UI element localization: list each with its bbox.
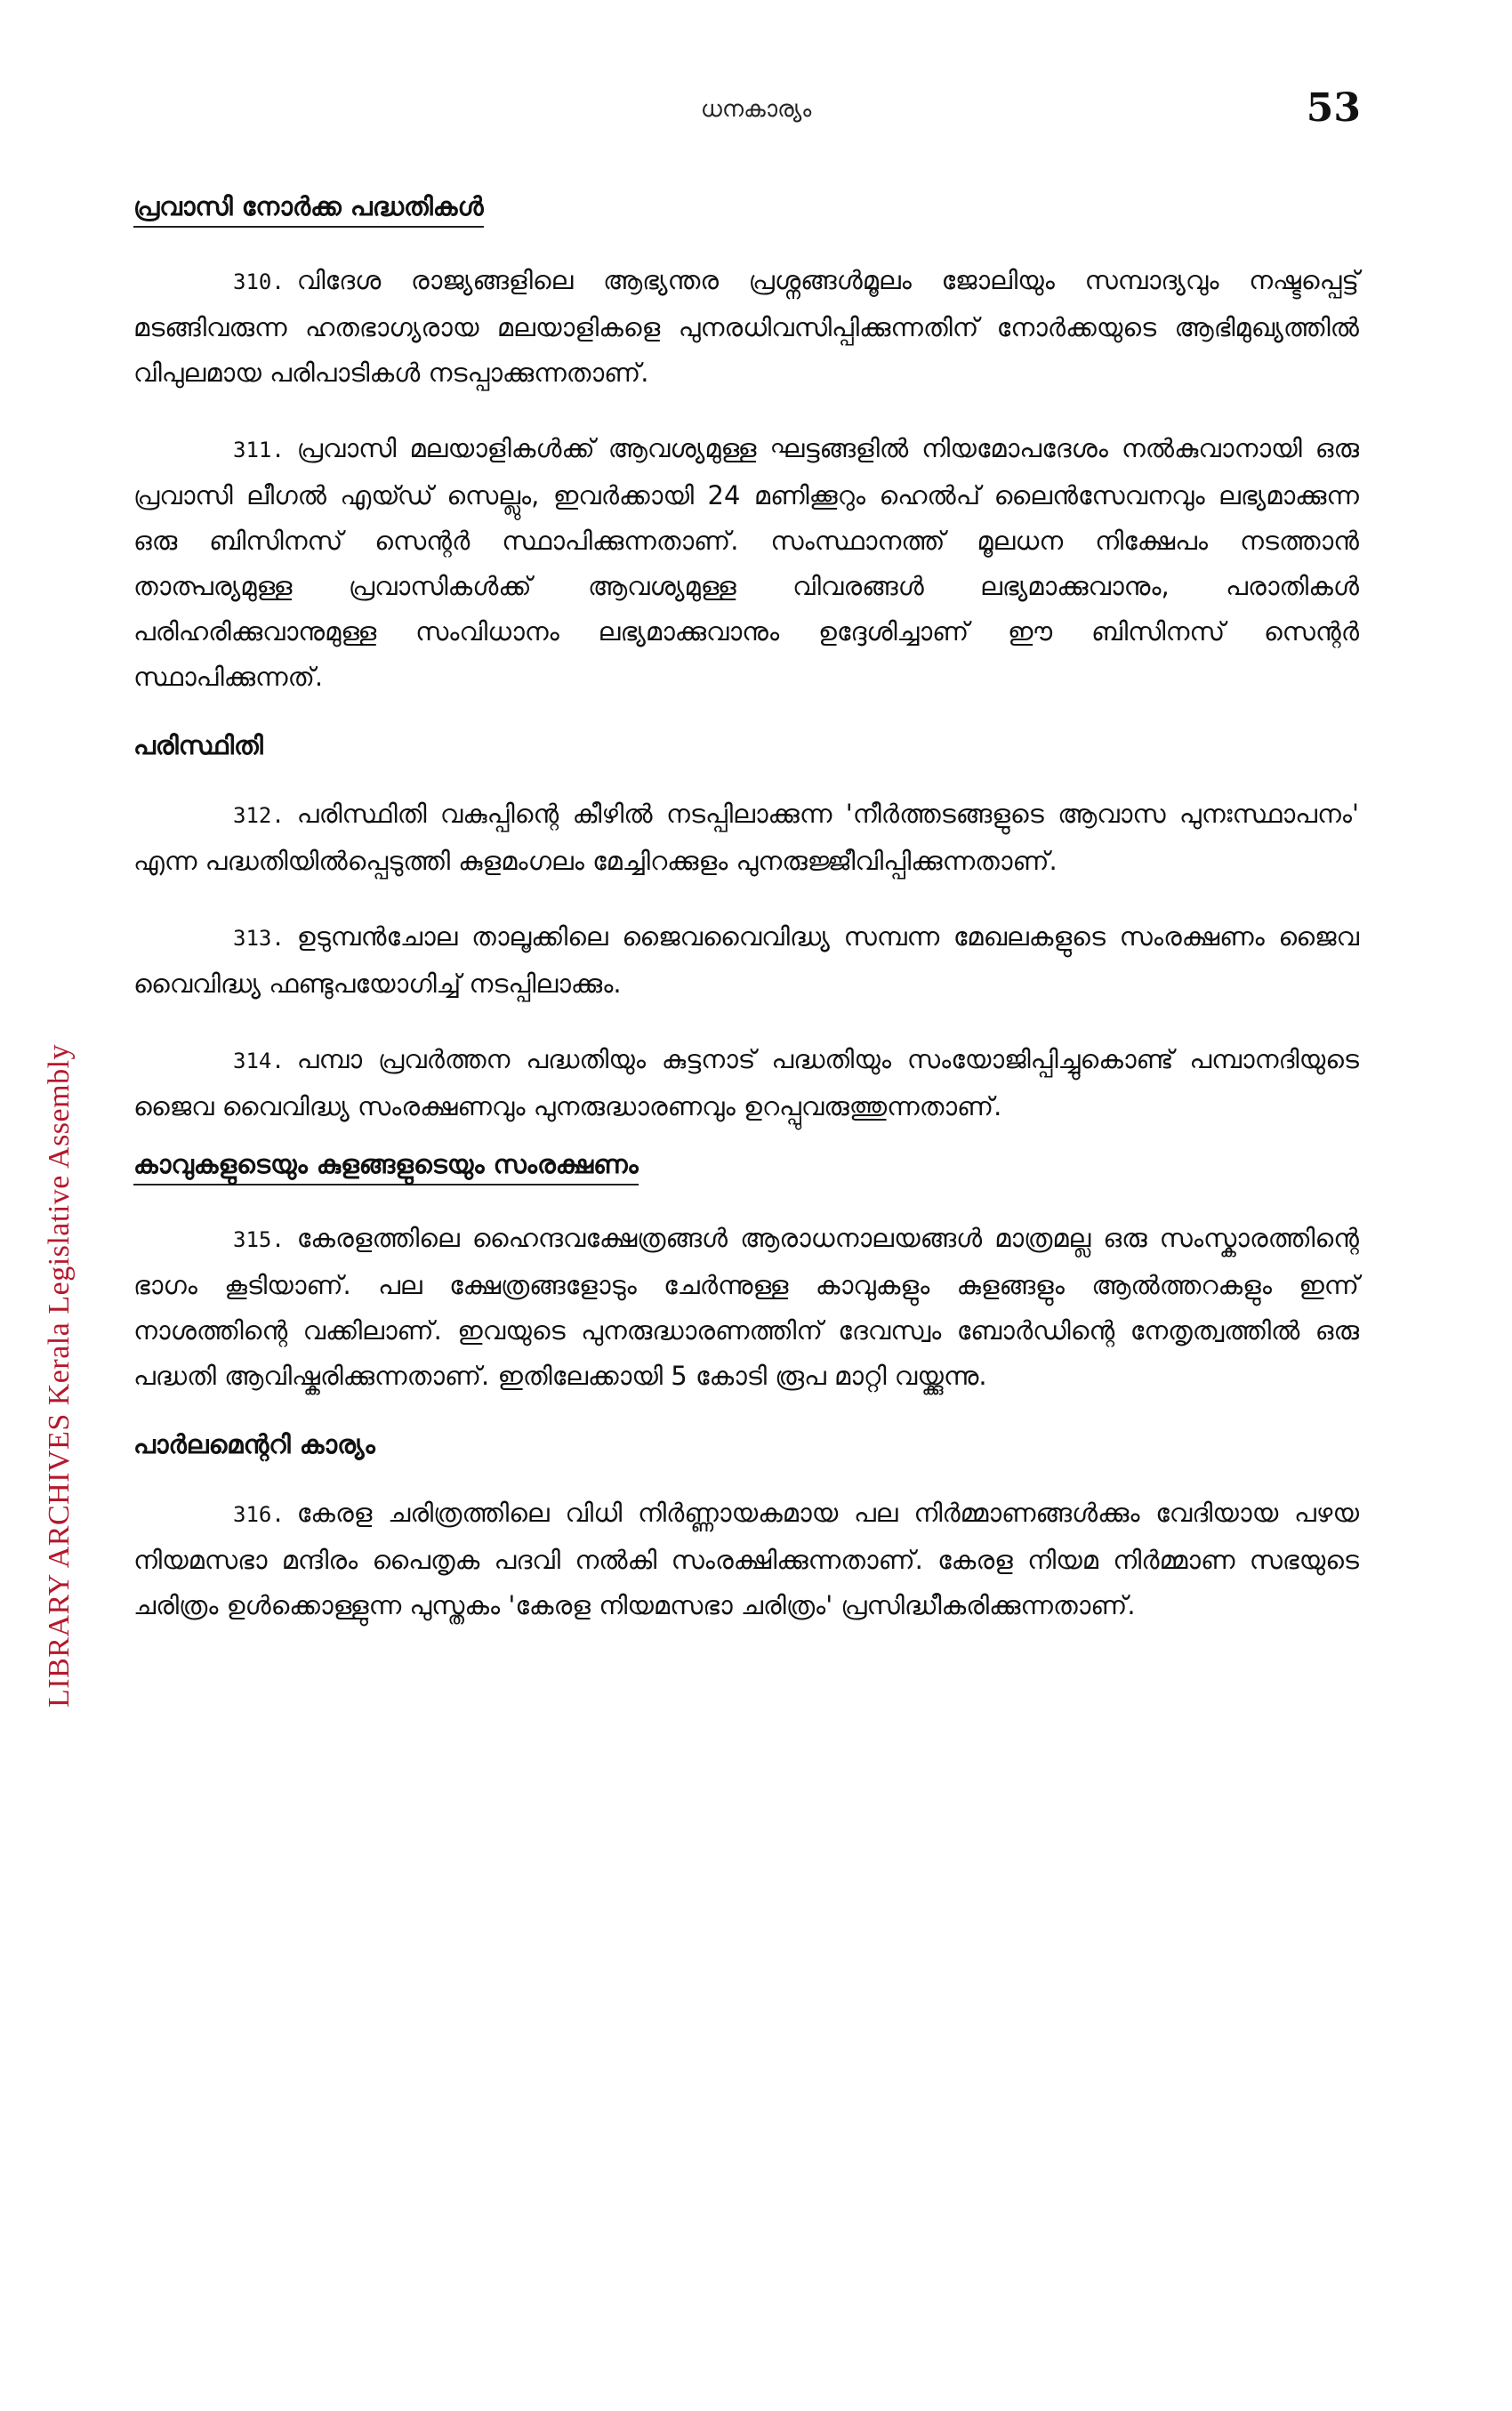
paragraph-text: വിദേശ രാജ്യങ്ങളിലെ ആഭ്യന്തര പ്രശ്നങ്ങൾമൂലം ജോലിയും സമ്പാദ്യവും നഷ്ടപ്പെട്ട് മടങ്ങിവരുന്ന ഹതഭാഗ്യരായ മലയാളികളെ പുനരധിവസിപ്പിക്കുന്നതിന് നോർക്കയുടെ ആഭിമുഖ്യത്തിൽ വിപുലമായ പരിപാടികൾ നടപ്പാക്കുന്നതാണ്. bbox=[133, 265, 1359, 388]
paragraph-text: പമ്പാ പ്രവർത്തന പദ്ധതിയും കുട്ടനാട് പദ്ധതിയും സംയോജിപ്പിച്ചുകൊണ്ട് പമ്പാനദിയുടെ ജൈവ വൈവിദ്ധ്യ സംരക്ഷണവും പുനരുദ്ധാരണവും ഉറപ്പുവരുത്തുന്നതാണ്. bbox=[133, 1044, 1359, 1121]
section-heading: പരിസ്ഥിതി bbox=[133, 730, 263, 760]
paragraph-number: 316. bbox=[233, 1502, 285, 1527]
section-heading: കാവുകളുടെയും കുളങ്ങളുടെയും സംരക്ഷണം bbox=[133, 1149, 639, 1185]
paragraph-312 bbox=[133, 792, 1359, 884]
paragraph-310 bbox=[133, 258, 1359, 396]
section-heading: പാർലമെന്ററി കാര്യം bbox=[133, 1429, 375, 1459]
paragraph-text: ഉടുമ്പൻചോല താലൂക്കിലെ ജൈവവൈവിദ്ധ്യ സമ്പന്ന മേഖലകളുടെ സംരക്ഷണം ജൈവ വൈവിദ്ധ്യ ഫണ്ടുപയോഗിച്ച് നടപ്പിലാക്കും. bbox=[133, 921, 1359, 999]
paragraph-311 bbox=[133, 426, 1359, 700]
paragraph-text: കേരള ചരിത്രത്തിലെ വിധി നിർണ്ണായകമായ പല നിർമ്മാണങ്ങൾക്കും വേദിയായ പഴയ നിയമസഭാ മന്ദിരം പൈതൃക പദവി നൽകി സംരക്ഷിക്കുന്നതാണ്. കേരള നിയമ നിർമ്മാണ സഭയുടെ ചരിത്രം ഉൾക്കൊള്ളുന്ന പുസ്തകം 'കേരള നിയമസഭാ ചരിത്രം' പ്രസിദ്ധീകരിക്കുന്നതാണ്. bbox=[133, 1498, 1359, 1620]
paragraph-316 bbox=[133, 1491, 1359, 1628]
section-heading: പ്രവാസി നോർക്ക പദ്ധതികൾ bbox=[133, 191, 484, 228]
running-title: ധനകാര്യം bbox=[700, 96, 812, 123]
paragraph-314 bbox=[133, 1037, 1359, 1129]
paragraph-number: 315. bbox=[233, 1227, 285, 1252]
page-number: 53 bbox=[1306, 85, 1361, 131]
paragraph-number: 310. bbox=[233, 269, 285, 294]
section-parliamentary bbox=[133, 1429, 1359, 1628]
paragraph-text: പ്രവാസി മലയാളികൾക്ക് ആവശ്യമുള്ള ഘട്ടങ്ങളിൽ നിയമോപദേശം നൽകുവാനായി ഒരു പ്രവാസി ലീഗൽ എയ്ഡ് സെല്ലും, ഇവർക്കായി 24 മണിക്കൂറും ഹെൽപ് ലൈൻസേവനവും ലഭ്യമാക്കുന്ന ഒരു ബിസിനസ് സെന്റർ സ്ഥാപിക്കുന്നതാണ്. സംസ്ഥാനത്ത് മൂലധന നിക്ഷേപം നടത്താൻ താത്പര്യമുള്ള പ്രവാസികൾക്ക് ആവശ്യമുള്ള വിവരങ്ങൾ ലഭ്യമാക്കുവാനും, പരാതികൾ പരിഹരിക്കുവാനുമുള്ള സംവിധാനം ലഭ്യമാക്കുവാനും ഉദ്ദേശിച്ചാണ് ഈ ബിസിനസ് സെന്റർ സ്ഥാപിക്കുന്നത്. bbox=[133, 433, 1359, 692]
page-body bbox=[133, 191, 1359, 1628]
paragraph-number: 314. bbox=[233, 1049, 285, 1073]
section-groves-ponds bbox=[133, 1149, 1359, 1399]
paragraph-text: കേരളത്തിലെ ഹൈന്ദവക്ഷേത്രങ്ങൾ ആരാധനാലയങ്ങൾ മാത്രമല്ല ഒരു സംസ്കാരത്തിന്റെ ഭാഗം കൂടിയാണ്. പല ക്ഷേത്രങ്ങളോടും ചേർന്നുള്ള കാവുകളും കുളങ്ങളും ആൽത്തറകളും ഇന്ന് നാശത്തിന്റെ വക്കിലാണ്. ഇവയുടെ പുനരുദ്ധാരണത്തിന് ദേവസ്വം ബോർഡിന്റെ നേതൃത്വത്തിൽ ഒരു പദ്ധതി ആവിഷ്കരിക്കുന്നതാണ്. ഇതിലേക്കായി 5 കോടി രൂപ മാറ്റി വയ്ക്കുന്നു. bbox=[133, 1223, 1359, 1391]
paragraph-number: 313. bbox=[233, 926, 285, 951]
section-norka bbox=[133, 191, 1359, 700]
archive-watermark: LIBRARY ARCHIVES Kerala Legislative Assembly bbox=[43, 1043, 76, 1708]
paragraph-text: പരിസ്ഥിതി വകുപ്പിന്റെ കീഴിൽ നടപ്പിലാക്കുന്ന 'നീർത്തടങ്ങളുടെ ആവാസ പുനഃസ്ഥാപനം' എന്ന പദ്ധതിയിൽപ്പെടുത്തി കുളമംഗലം മേച്ചിറക്കുളം പുനരുജ്ജീവിപ്പിക്കുന്നതാണ്. bbox=[133, 799, 1359, 876]
paragraph-313 bbox=[133, 914, 1359, 1007]
section-environment bbox=[133, 730, 1359, 1129]
paragraph-number: 311. bbox=[233, 438, 285, 462]
paragraph-315 bbox=[133, 1216, 1359, 1399]
paragraph-number: 312. bbox=[233, 803, 285, 828]
